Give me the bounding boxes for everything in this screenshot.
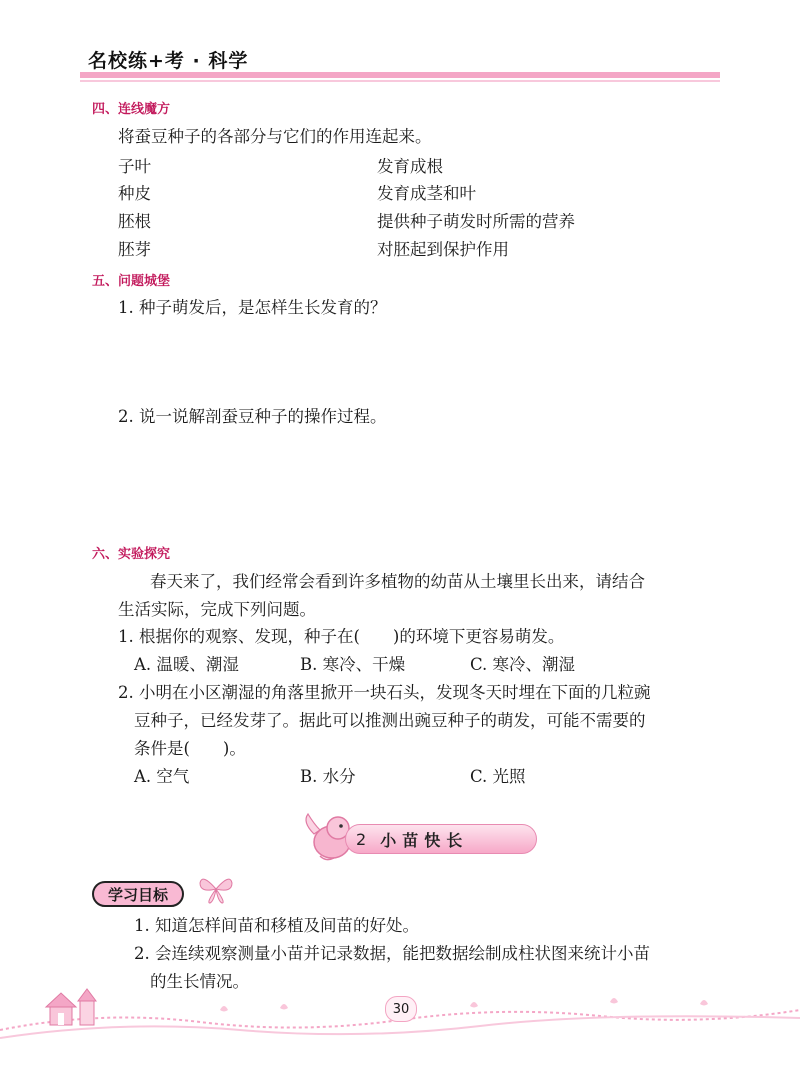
header-divider (80, 72, 720, 78)
learning-goals-badge: 学习目标 (92, 881, 184, 907)
section4-title: 四、连线魔方 (92, 102, 171, 117)
section5-question-1: 1. 种子萌发后，是怎样生长发育的？ (118, 298, 387, 317)
match-left-item-4: 胚芽 (118, 240, 151, 259)
page-number: 30 (385, 996, 417, 1022)
q2-option-b: B. 水分 (300, 767, 356, 786)
q1-option-a: A. 温暖、潮湿 (134, 655, 239, 674)
match-right-item-2: 发育成茎和叶 (377, 184, 476, 203)
butterfly-icon (196, 871, 236, 907)
q1-option-c: C. 寒冷、潮湿 (470, 655, 576, 674)
section6-question-2-line-1: 2. 小明在小区潮湿的角落里掀开一块石头，发现冬天时埋在下面的几粒豌 (118, 683, 651, 702)
match-left-item-2: 种皮 (118, 184, 151, 203)
header-title: 名校练+考 · 科学 (88, 50, 249, 72)
section6-question-2-line-2: 豆种子，已经发芽了。据此可以推测出豌豆种子的萌发，可能不需要的 (134, 711, 646, 730)
match-right-item-4: 对胚起到保护作用 (377, 240, 509, 259)
q2-option-c: C. 光照 (470, 767, 526, 786)
q2-option-a: A. 空气 (134, 767, 190, 786)
goal-item-2-line-1: 2. 会连续观察测量小苗并记录数据，能把数据绘制成柱状图来统计小苗 (134, 944, 650, 963)
goal-item-1: 1. 知道怎样间苗和移植及间苗的好处。 (134, 916, 419, 935)
lesson-number: 2 (356, 829, 367, 849)
section4-instruction: 将蚕豆种子的各部分与它们的作用连起来。 (118, 127, 432, 146)
section5-title: 五、问题城堡 (92, 274, 171, 289)
match-left-item-3: 胚根 (118, 212, 151, 231)
lesson-banner (345, 824, 537, 854)
lesson-title: 小苗快长 (380, 830, 469, 850)
match-left-item-1: 子叶 (118, 157, 151, 176)
castle-house-icon (40, 985, 110, 1030)
match-right-item-3: 提供种子萌发时所需的营养 (377, 212, 575, 231)
section6-intro-line-2: 生活实际，完成下列问题。 (118, 600, 316, 619)
section5-question-2: 2. 说一说解剖蚕豆种子的操作过程。 (118, 407, 387, 426)
section6-question-2-line-3: 条件是( )。 (134, 739, 246, 758)
match-right-item-1: 发育成根 (377, 157, 443, 176)
q1-option-b: B. 寒冷、干燥 (300, 655, 406, 674)
section6-question-1: 1. 根据你的观察、发现，种子在( )的环境下更容易萌发。 (118, 627, 565, 646)
section6-intro-line-1: 春天来了，我们经常会看到许多植物的幼苗从土壤里长出来，请结合 (150, 572, 645, 591)
header-divider-thin (80, 80, 720, 82)
goal-item-2-line-2: 的生长情况。 (150, 972, 249, 991)
section6-title: 六、实验探究 (92, 547, 171, 562)
